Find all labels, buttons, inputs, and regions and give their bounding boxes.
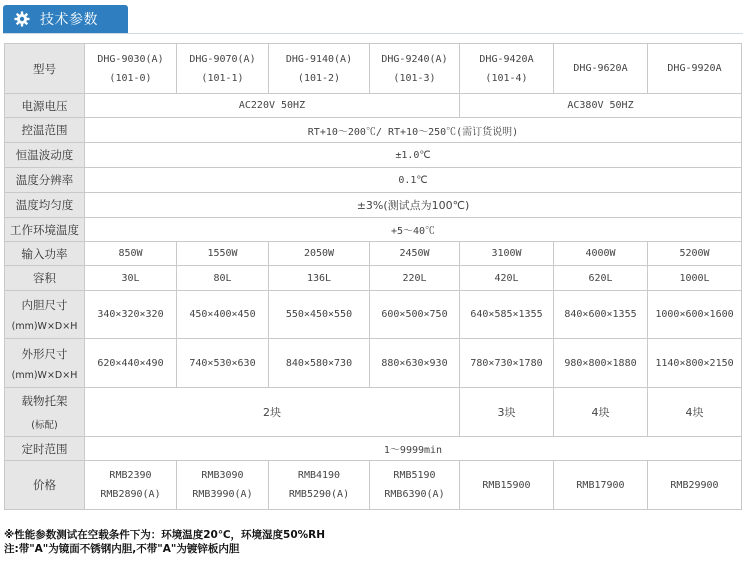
tech-params-tab[interactable]: [3, 5, 128, 33]
table-cell: 4000W: [554, 242, 648, 266]
row-label: 输入功率: [5, 242, 85, 266]
table-row: [5, 266, 742, 291]
row-label-subtext: (mm)W×D×H: [11, 321, 78, 332]
table-cell: 640×585×1355: [460, 291, 554, 339]
table-cell: +5～40℃: [85, 218, 742, 242]
table-cell: [85, 461, 177, 510]
table-cell: 450×400×450: [177, 291, 269, 339]
table-cell: 840×580×730: [269, 339, 370, 388]
table-cell: 980×800×1880: [554, 339, 648, 388]
table-row: [5, 94, 742, 118]
table-cell: DHG-9920A: [648, 44, 742, 94]
cell-line-2: (101-2): [297, 72, 341, 84]
section-title: 技术参数: [40, 12, 98, 28]
table-cell: [269, 44, 370, 94]
table-cell: [370, 44, 460, 94]
table-cell: 3100W: [460, 242, 554, 266]
cell-line-1: RMB3090: [201, 470, 244, 481]
table-cell: 30L: [85, 266, 177, 291]
table-cell: 136L: [269, 266, 370, 291]
table-cell: 1000×600×1600: [648, 291, 742, 339]
table-row: [5, 461, 742, 510]
table-row: [5, 388, 742, 437]
cell-line-2: (101-3): [393, 72, 436, 84]
table-cell: 1140×800×2150: [648, 339, 742, 388]
table-cell: RT+10～200℃/ RT+10～250℃(需订货说明): [85, 118, 742, 143]
notes: [4, 528, 744, 556]
table-cell: 4块: [554, 388, 648, 437]
cell-line-2: (101-0): [109, 72, 152, 84]
table-cell: 5200W: [648, 242, 742, 266]
table-cell: [177, 461, 269, 510]
table-cell: 1550W: [177, 242, 269, 266]
table-row: [5, 168, 742, 193]
cell-line-1: DHG-9070(A): [189, 53, 256, 65]
cell-line-2: RMB3990(A): [192, 489, 253, 500]
table-cell: 3块: [460, 388, 554, 437]
section-header: [0, 0, 746, 36]
table-cell: AC380V 50HZ: [460, 94, 742, 118]
table-cell: 850W: [85, 242, 177, 266]
table-cell: DHG-9620A: [554, 44, 648, 94]
table-cell: 880×630×930: [370, 339, 460, 388]
cell-line-1: DHG-9140(A): [285, 53, 353, 65]
table-cell: 2050W: [269, 242, 370, 266]
row-label-text: 载物托架: [21, 394, 68, 408]
table-cell: 2450W: [370, 242, 460, 266]
table-cell: RMB15900: [460, 461, 554, 510]
spec-table-body: [5, 44, 742, 510]
note-test-conditions: ※性能参数测试在空载条件下为：环境温度20℃，环境湿度50%RH: [4, 529, 326, 541]
table-cell: 1～9999min: [85, 437, 742, 461]
note-model-suffix: 注:带"A"为镜面不锈钢内胆,不带"A"为镀锌板内胆: [4, 543, 240, 555]
table-cell: 740×530×630: [177, 339, 269, 388]
table-cell: 0.1℃: [85, 168, 742, 193]
header-divider: [3, 33, 743, 34]
row-label-text: 内胆尺寸: [21, 298, 68, 312]
table-cell: 620L: [554, 266, 648, 291]
row-label: 型号: [5, 44, 85, 94]
cell-line-2: RMB5290(A): [288, 489, 350, 500]
table-cell: [460, 44, 554, 94]
table-cell: 420L: [460, 266, 554, 291]
row-label: [5, 339, 85, 388]
table-row: [5, 143, 742, 168]
table-cell: 340×320×320: [85, 291, 177, 339]
row-label-text: 外形尺寸: [21, 346, 68, 361]
cell-line-2: RMB6390(A): [384, 489, 445, 500]
table-row: [5, 291, 742, 339]
table-cell: AC220V 50HZ: [85, 94, 460, 118]
gear-icon: [13, 10, 31, 28]
cell-line-1: DHG-9030(A): [97, 53, 164, 65]
row-label: 控温范围: [5, 118, 85, 143]
row-label-subtext: (mm)W×D×H: [11, 369, 78, 381]
table-cell: [85, 44, 177, 94]
cell-line-1: DHG-9240(A): [381, 53, 448, 65]
row-label: 定时范围: [5, 437, 85, 461]
table-cell: [177, 44, 269, 94]
cell-line-1: DHG-9420A: [479, 53, 534, 65]
table-cell: 840×600×1355: [554, 291, 648, 339]
table-cell: 2块: [85, 388, 460, 437]
cell-line-2: (101-1): [201, 72, 244, 84]
row-label: 价格: [5, 461, 85, 510]
table-row: [5, 218, 742, 242]
table-cell: [370, 461, 460, 510]
table-cell: RMB29900: [648, 461, 742, 510]
table-cell: ±3%(测试点为100℃): [85, 193, 742, 218]
table-cell: 780×730×1780: [460, 339, 554, 388]
cell-line-2: RMB2890(A): [100, 489, 161, 500]
cell-line-2: (101-4): [485, 72, 528, 84]
cell-line-1: RMB2390: [109, 470, 152, 481]
table-cell: ±1.0℃: [85, 143, 742, 168]
row-label: 电源电压: [5, 94, 85, 118]
cell-line-1: RMB4190: [297, 470, 341, 481]
row-label: [5, 388, 85, 437]
row-label-subtext: (标配): [31, 420, 58, 431]
row-label: 温度分辨率: [5, 168, 85, 193]
spec-table: [4, 43, 742, 510]
table-cell: 550×450×550: [269, 291, 370, 339]
table-row: [5, 242, 742, 266]
row-label: [5, 291, 85, 339]
table-row: [5, 44, 742, 94]
table-row: [5, 118, 742, 143]
row-label: 工作环境温度: [5, 218, 85, 242]
table-cell: 620×440×490: [85, 339, 177, 388]
table-cell: 1000L: [648, 266, 742, 291]
cell-line-1: RMB5190: [393, 470, 436, 481]
row-label: 恒温波动度: [5, 143, 85, 168]
table-cell: 4块: [648, 388, 742, 437]
table-row: [5, 437, 742, 461]
table-cell: 220L: [370, 266, 460, 291]
table-cell: 80L: [177, 266, 269, 291]
table-cell: RMB17900: [554, 461, 648, 510]
row-label: 容积: [5, 266, 85, 291]
table-cell: 600×500×750: [370, 291, 460, 339]
table-row: [5, 339, 742, 388]
table-cell: [269, 461, 370, 510]
table-row: [5, 193, 742, 218]
row-label: 温度均匀度: [5, 193, 85, 218]
